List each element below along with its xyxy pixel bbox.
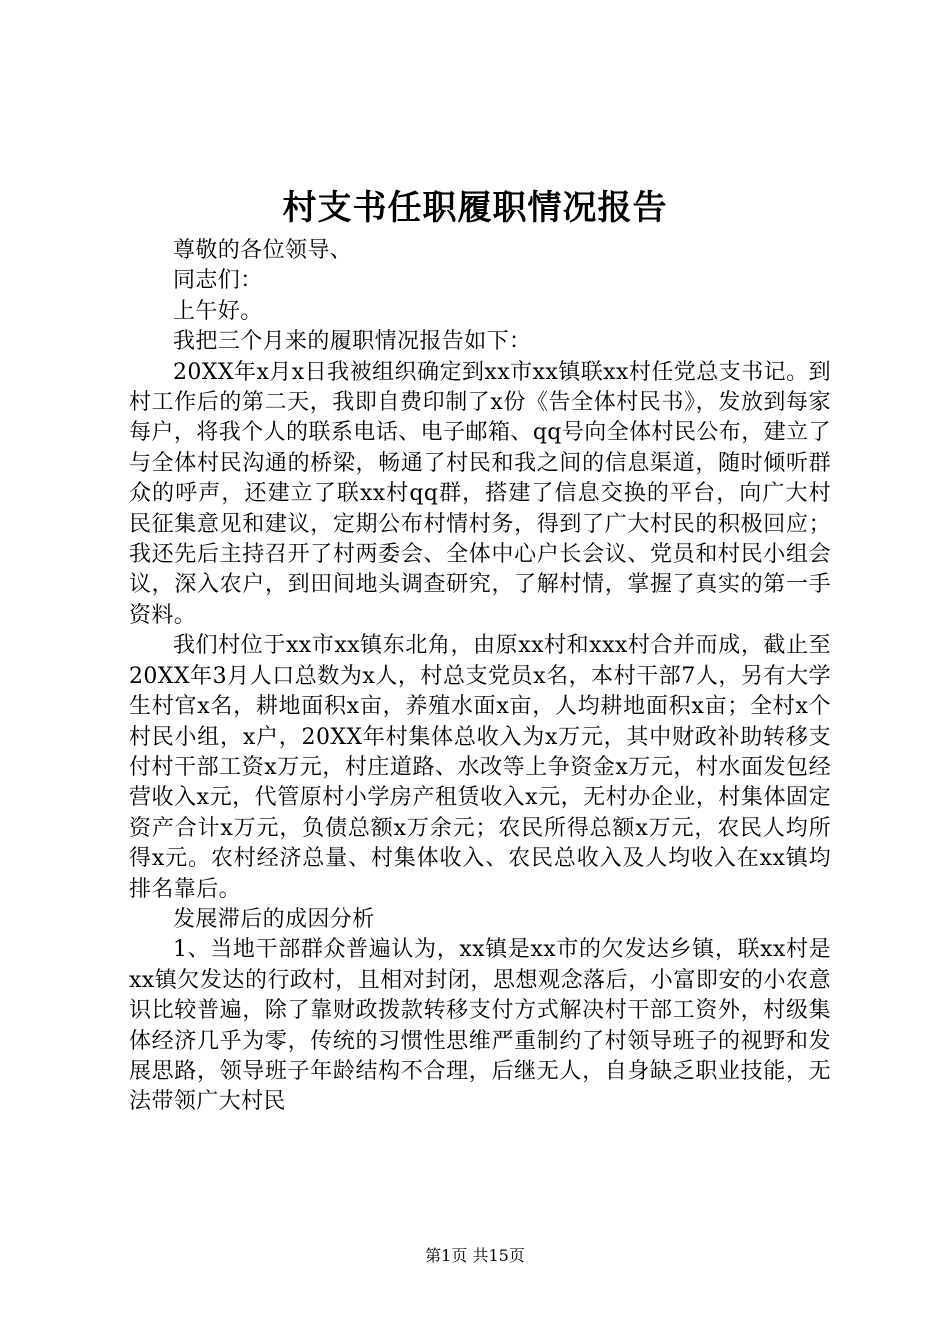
salutation-comrades: 同志们： bbox=[173, 268, 263, 294]
document-title: 村支书任职履职情况报告 bbox=[282, 188, 668, 228]
paragraph-appointment: 20XX年x月x日我被组织确定到xx市xx镇联xx村任党总支书记。到村工作后的第二天，我即自费印制了x份《告全体村民书》，发放到每家每户，将我个人的联系电话、电子邮箱、qq号向全体村民公布，建立了与全体村民沟通的桥梁，畅通了村民和我之间的信息渠道，随时倾听群众的呼声，还建立了联xx村qq群，搭建了信息交换的平台，向广大村民征集意见和建议，定期公布村情村务，得到了广大村民的积极回应；我还先后主持召开了村两委会、全体中心户长会议、党员和村民小组会议，深入农户，到田间地头调查研究，了解村情，掌握了真实的第一手资料。 bbox=[129, 359, 831, 628]
section-heading-cause-analysis: 发展滞后的成因分析 bbox=[173, 906, 375, 932]
paragraph-cause-1: 1、当地干部群众普遍认为，xx镇是xx市的欠发达乡镇，联xx村是xx镇欠发达的行政村，且相对封闭，思想观念落后，小富即安的小农意识比较普遍，除了靠财政拨款转移支付方式解决村干部工资外，村级集体经济几乎为零，传统的习惯性思维严重制约了村领导班子的视野和发展思路，领导班子年龄结构不合理，后继无人，自身缺乏职业技能，无法带领广大村民 bbox=[129, 937, 831, 1115]
page-footer bbox=[0, 1244, 950, 1268]
page-number: 第1页 bbox=[425, 1246, 468, 1265]
greeting: 上午好。 bbox=[173, 298, 263, 324]
document-body bbox=[129, 236, 831, 1118]
paragraph-village-profile: 我们村位于xx市xx镇东北角，由原xx村和xxx村合并而成，截止至20XX年3月人口总数为x人，村总支党员x名，本村干部7人，另有大学生村官x名，耕地面积x亩，养殖水面x亩，人均耕地面积x亩；全村x个村民小组，x户，20XX年村集体总收入为x万元，其中财政补助转移支付村干部工资x万元，村庄道路、水改等上争资金x万元，村水面发包经营收入x元，代管原村小学房产租赁收入x元，无村办企业，村集体固定资产合计x万元，负债总额x万余元；农民所得总额x万元，农民人均所得x元。农村经济总量、村集体收入、农民总收入及人均收入在xx镇均排名靠后。 bbox=[129, 633, 831, 902]
report-intro: 我把三个月来的履职情况报告如下： bbox=[173, 329, 532, 355]
page-total: 共15页 bbox=[472, 1246, 525, 1265]
salutation-leaders: 尊敬的各位领导、 bbox=[173, 238, 353, 263]
